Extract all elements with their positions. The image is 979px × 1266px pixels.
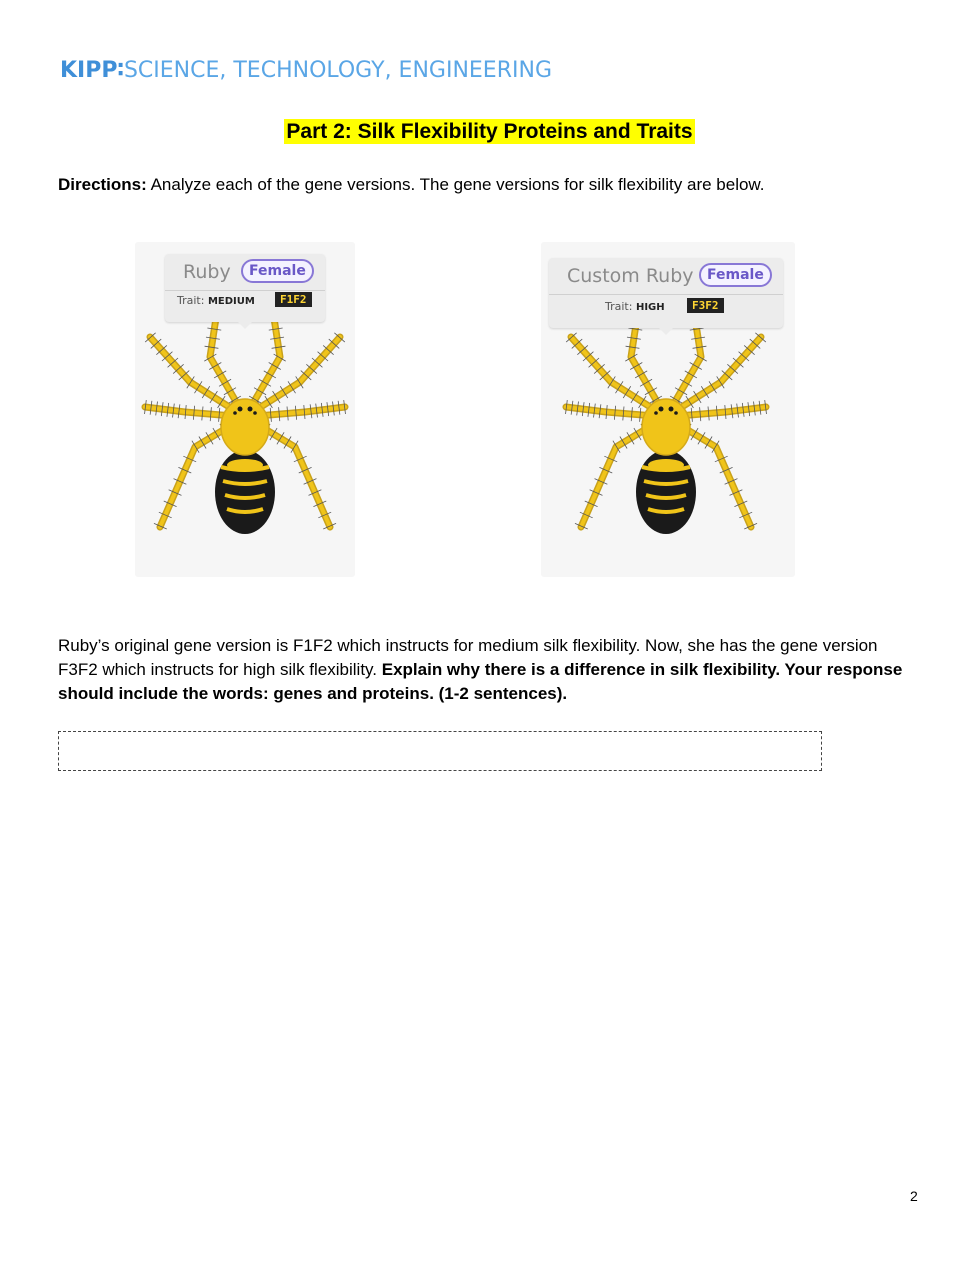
page-title-text: Part 2: Silk Flexibility Proteins and Traits — [286, 120, 693, 143]
logo-mark: ∶ — [117, 58, 124, 83]
logo-text: KIPP — [60, 58, 118, 83]
question-paragraph — [58, 634, 918, 706]
page-title — [0, 120, 979, 144]
page-number: 2 — [910, 1188, 918, 1204]
spider-card-custom-ruby — [541, 242, 795, 577]
trait-label: Trait: — [605, 300, 633, 313]
trait-value: MEDIUM — [207, 296, 255, 307]
header-subject: SCIENCE, TECHNOLOGY, ENGINEERING — [123, 58, 552, 83]
directions-text: Analyze each of the gene versions. The gene versions for silk flexibility are below. — [146, 175, 765, 194]
directions-label: Directions: — [58, 175, 147, 194]
spider-name: Ruby — [183, 261, 231, 283]
sex-badge: Female — [699, 263, 772, 287]
directions — [58, 175, 765, 195]
tooltip-caret — [238, 322, 252, 329]
gene-badge: F3F2 — [687, 298, 724, 313]
tooltip-caret — [659, 328, 673, 335]
sex-badge: Female — [241, 259, 314, 283]
question-text: Ruby’s original gene version is F1F2 which instructs for medium silk flexibility. Now, she has the gene version F3F2 which instructs for high silk flexibility. — [58, 636, 878, 679]
trait-label: Trait: — [177, 294, 205, 307]
spider-tooltip — [165, 254, 325, 322]
spider-card-ruby — [135, 242, 355, 577]
spider-tooltip — [549, 258, 783, 328]
trait-row — [177, 294, 255, 307]
gene-badge: F1F2 — [275, 292, 312, 307]
trait-value: HIGH — [635, 302, 665, 313]
trait-row — [605, 300, 665, 313]
header-logo — [60, 58, 552, 83]
answer-box[interactable] — [58, 731, 822, 771]
question-prompt: Explain why there is a difference in silk flexibility. Your response should include the words: genes and proteins. (1-2 sentences). — [58, 660, 903, 703]
spider-name: Custom Ruby — [567, 265, 694, 287]
